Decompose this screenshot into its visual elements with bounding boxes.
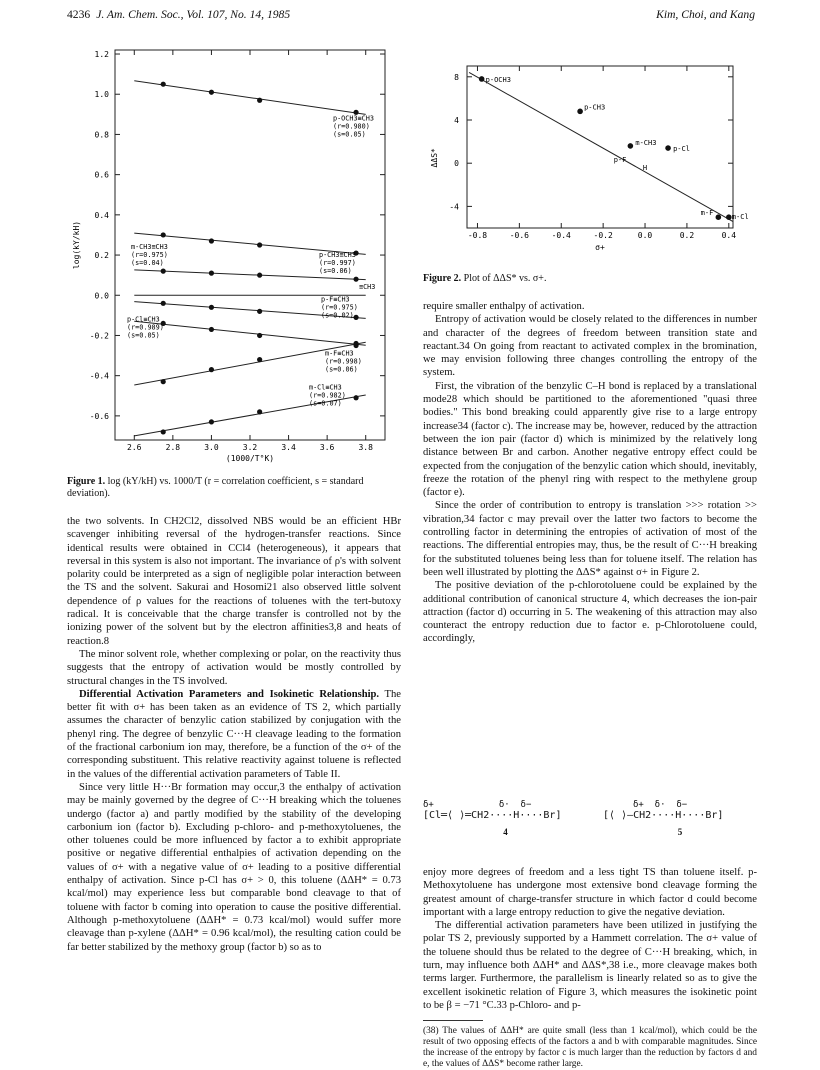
data-point: [665, 145, 671, 151]
journal-name: J. Am. Chem. Soc., Vol. 107, No. 14, 1985: [96, 8, 291, 21]
y-tick-label: 4: [454, 116, 459, 125]
data-point: [161, 301, 166, 306]
series-label: (s=0.05): [333, 130, 366, 139]
x-tick-label: 2.6: [127, 443, 142, 452]
figure-2-caption-text: Plot of ΔΔS* vs. σ+.: [463, 273, 547, 284]
data-point: [209, 238, 214, 243]
data-point: [257, 273, 262, 278]
data-point: [209, 305, 214, 310]
figure-1-caption-text: log (kY/kH) vs. 1000/T (r = correlation coefficient, s = standard deviation).: [67, 476, 364, 499]
left-column: [67, 515, 401, 954]
series-label: (s=0.06): [325, 365, 358, 374]
figure-2-caption: [423, 273, 757, 285]
point-label: H: [642, 163, 648, 172]
figure-2-chart: [423, 60, 757, 268]
x-tick-label: 3.6: [319, 443, 335, 452]
x-tick-label: -0.8: [467, 231, 488, 240]
data-point: [161, 429, 166, 434]
y-tick-label: -0.4: [89, 371, 109, 381]
series-label: (r=0.989): [127, 323, 164, 332]
point-label: m-F: [700, 209, 714, 218]
data-point: [353, 315, 358, 320]
data-point: [257, 242, 262, 247]
paragraph: enjoy more degrees of freedom and a less tight TS than toluene itself. p-Methoxytoluene has undergone most extensive bond cleavage forming the greatest amount of charge-transfer structure in which factor d could become important with a large entropy reduction to give the negative deviation.: [423, 867, 757, 918]
y-tick-label: 1.0: [94, 90, 109, 100]
x-axis-label: (1000/T°K): [225, 454, 275, 463]
series-label: m-CH3≡CH3: [131, 243, 168, 252]
regression-line: [469, 72, 733, 221]
figure-1-chart: [67, 44, 401, 476]
y-axis-label: ΔΔS*: [430, 148, 439, 168]
paragraph: the two solvents. In CH2Cl2, dissolved NBS would be an efficient HBr scavenger inhibiting reversal of the hydrogen-transfer reactions. Since identical results were obtained in CCl4 (heterogeneous), it appears that reversal in this system is also not important. The invariance of ρ's with solvent polarity could be interpreted as a sign of negligible polar interaction between the TS and the solvent. Sakurai and Hosomi21 also observed little solvent dependence of ρ values for the reactions of toluenes with the tert-butoxy radical. It is conceivable that the charge transfer is controlled not by the ionizing power of the solvent but by the electron affinities3,8 and heats of reaction.8: [67, 516, 401, 647]
y-tick-label: 0: [454, 159, 459, 169]
x-axis-label: σ+: [595, 243, 605, 252]
x-tick-label: 3.0: [204, 443, 219, 452]
x-tick-label: 0.4: [721, 231, 737, 240]
series-label: p-OCH3≡CH3: [333, 114, 374, 123]
x-tick-label: -0.6: [509, 231, 529, 240]
x-tick-label: 0.0: [637, 231, 653, 240]
data-point: [209, 327, 214, 332]
page-number: 4236: [67, 8, 91, 21]
journal-citation: [67, 8, 290, 21]
paragraph: The minor solvent role, whether complexing or polar, on the reactivity thus suggests that the entropy of activation would be mostly controlled by structural changes in the TS involved.: [67, 648, 401, 687]
data-point: [353, 343, 358, 348]
y-tick-label: -0.6: [89, 411, 109, 421]
paragraph: require smaller enthalpy of activation.: [423, 301, 585, 312]
series-label: (s=0.06): [319, 267, 352, 276]
point-label: p-F: [613, 155, 627, 164]
y-tick-label: -0.2: [89, 331, 109, 341]
series-label: p-Cl≡CH3: [127, 315, 160, 324]
paragraph: Since the order of contribution to entropy is translation >>> rotation >> vibration,34 factor c may prevail over the latter two factors to become the controlling factor in determining the entropies of activation of most of the reactions. The differential entropies may, thus, be the result of C···H breaking for the substituted toluenes being less than for toluene itself. The relation has been well illustrated by plotting the ΔΔS* against σ+ in Figure 2.: [423, 500, 757, 578]
structure-4-formula: [Cl═⟨ ⟩═CH2····H····Br]: [423, 810, 562, 821]
data-point: [479, 76, 485, 82]
series-label: ≡CH3: [359, 283, 376, 292]
series-label: m-F≡CH3: [325, 349, 354, 358]
x-tick-label: 3.2: [242, 443, 258, 452]
right-column: [423, 300, 757, 646]
y-tick-label: 1.2: [94, 50, 109, 60]
data-point: [161, 269, 166, 274]
y-tick-label: 0.8: [94, 130, 109, 140]
data-point: [257, 357, 262, 362]
series-label: (r=0.982): [309, 391, 346, 400]
series-label: (s=0.05): [127, 331, 160, 340]
structure-5-number: 5: [677, 827, 683, 837]
x-tick-label: 3.4: [281, 443, 296, 452]
series-line-0: [134, 81, 365, 115]
series-label: p-F≡CH3: [321, 295, 350, 304]
data-point: [353, 277, 358, 282]
series-label: (s=0.02): [321, 311, 354, 320]
data-point: [628, 143, 634, 149]
y-axis-label: log(kY/kH): [72, 220, 81, 270]
data-point: [209, 271, 214, 276]
figure-1-label: Figure 1.: [67, 476, 106, 487]
data-point: [257, 333, 262, 338]
structure-4: [423, 800, 588, 837]
data-point: [209, 367, 214, 372]
point-label: m-Cl: [731, 213, 749, 222]
paragraph: The positive deviation of the p-chlorotoluene could be explained by the additional contribution of canonical structure 4, which decreases the ion-pair attraction (factor d) occurring in 5. The weakening of this attraction may also counteract the entropy reduction due to factor e. p-Chlorotoluene could, accordingly,: [423, 580, 757, 645]
structure-4-charges: δ+ δ· δ−: [423, 800, 532, 810]
paragraph-text: The better fit with σ+ has been taken as an evidence of TS 2, which partially assumes the character of benzylic cation stabilized by conjugation with the phenyl ring. The degree of benzylic C···H cleavage leading to the formation of the fractional carbonium ion may, therefore, be a function of the σ+ of the corresponding substituent. This relative reactivity against toluene is reflected in the values of the differential activation parameters of Table II.: [67, 688, 401, 780]
data-point: [716, 214, 722, 220]
point-label: p-OCH3: [485, 75, 511, 84]
y-tick-label: 0.4: [94, 210, 109, 220]
footnote-divider: [423, 1020, 483, 1021]
data-point: [257, 409, 262, 414]
x-tick-label: 0.2: [679, 231, 695, 240]
x-tick-label: 3.8: [358, 443, 373, 452]
figure-1-caption: [67, 476, 401, 500]
paragraph: Entropy of activation would be closely related to the differences in number and character of the degrees of freedom between transition state and reactant.34 On going from reactant to activated complex in the bromination, we may envision following three changes controlling the entropy of the system.: [423, 314, 757, 379]
right-column-continued: [423, 866, 757, 1012]
figure-2-label: Figure 2.: [423, 273, 462, 284]
chemical-structures: [423, 800, 757, 860]
point-label: p-CH3: [584, 103, 606, 112]
data-point: [726, 214, 732, 220]
data-point: [161, 82, 166, 87]
paragraph: [67, 688, 401, 781]
point-label: m-CH3: [635, 138, 657, 147]
structure-4-number: 4: [503, 827, 508, 837]
series-label: (r=0.975): [321, 303, 358, 312]
y-tick-label: 0.0: [94, 291, 109, 301]
series-label: (r=0.997): [319, 259, 356, 268]
data-point: [577, 109, 583, 115]
data-point: [161, 232, 166, 237]
data-point: [161, 379, 166, 384]
y-tick-label: -4: [449, 202, 459, 212]
structure-5: [603, 800, 757, 837]
x-tick-label: -0.4: [551, 231, 571, 240]
section-heading: Differential Activation Parameters and Isokinetic Relationship.: [79, 688, 380, 700]
data-point: [209, 419, 214, 424]
running-header: [67, 8, 755, 24]
y-tick-label: 0.2: [94, 251, 109, 261]
paragraph: The differential activation parameters have been utilized in justifying the polar TS 2, previously supported by a Hammett correlation. The σ+ value of the toluene should thus be related to the degree of C···H breaking, which, in turn, may influence both ΔΔH* and ΔΔS*,38 i.e., more cleavage makes both terms larger. Furthermore, the parallelism is linearly related so as to give the excellent isokinetic relation of Figure 3, which measures the isokinetic point to be β = −71 °C.33 p-Chloro- and p-: [423, 920, 757, 1011]
series-line-5: [134, 321, 365, 345]
point-label: p-Cl: [673, 145, 690, 154]
plot-frame: [467, 66, 733, 228]
paragraph: First, the vibration of the benzylic C–H bond is replaced by a translational mode28 which should be partitioned to the aforementioned "quasi three bodies." This bond breaking could apparently give rise to a large entropy increase34 (factor c). The increase may be, however, reduced by the attraction between the ion pair (factor d) which is minimized by the relatively long distance between Br and carbon. Another negative entropy effect could be expected from the conjugation of the benzylic cation which should, inevitably, freeze the rotation of the phenyl ring with respect to the methylene group (factor e).: [423, 380, 757, 499]
footnote-38: (38) The values of ΔΔH* are quite small (less than 1 kcal/mol), which could be the result of two opposing effects of the factors a and b with comparable magnitudes. Since the increase of the entropy by factor c is much larger than the reduction by factors d and e, the values of ΔΔS* become rather large.: [423, 1026, 757, 1069]
data-point: [209, 90, 214, 95]
structure-5-charges: δ+ δ· δ−: [633, 800, 688, 810]
x-tick-label: 2.8: [165, 443, 181, 452]
authors: Kim, Choi, and Kang: [656, 8, 755, 21]
paragraph: Since very little H···Br formation may occur,3 the enthalpy of activation may be mainly governed by the degree of C···H breaking which the toluenes undergo (factor a) and partly modified by the stability of the developing carbonium ion (factor b). Excluding p-chloro- and p-methoxytoluenes, the other toluenes could be more influenced by factor a to exhibit appropriate positive or negative differential enthalpies of activation depending on the values of σ+ with a negative value of σ+ leading to a positive differential enthalpy of activation. Since p-Cl has σ+ > 0, this toluene (ΔΔH* = 0.73 kcal/mol) may experience less but comparable bond cleavage to that of toluene with factor b coming into operation to cause the positive differential. Although p-methoxytoluene (ΔΔH* = 0.73 kcal/mol) would suffer more cleavage than p-xylene (ΔΔH* = 0.96 kcal/mol), the resulting cation could be far better stabilized by the methoxy group (factor b) so as to: [67, 781, 401, 953]
x-tick-label: -0.2: [593, 231, 613, 240]
y-tick-label: 0.6: [94, 170, 109, 180]
y-tick-label: 8: [454, 72, 459, 82]
data-point: [353, 395, 358, 400]
series-label: (r=0.980): [333, 122, 370, 131]
data-point: [257, 98, 262, 103]
series-label: m-Cl≡CH3: [309, 383, 342, 392]
structure-5-formula: [⟨ ⟩–CH2····H····Br]: [603, 810, 724, 821]
series-label: (r=0.998): [325, 357, 362, 366]
data-point: [257, 309, 262, 314]
series-label: p-CH3≡CH3: [319, 251, 356, 260]
series-label: (r=0.975): [131, 251, 168, 260]
series-label: (s=0.04): [131, 259, 164, 268]
series-label: (s=0.07): [309, 399, 342, 408]
